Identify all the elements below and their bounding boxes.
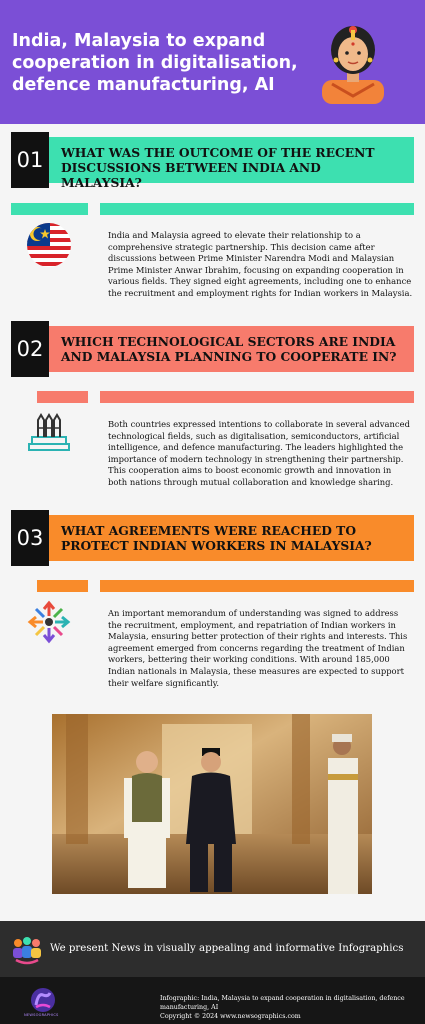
tech-towers-icon	[26, 410, 72, 456]
divider-stripe	[11, 203, 88, 215]
malaysia-flag-icon	[26, 222, 72, 268]
footer-copyright-bar	[0, 977, 425, 1024]
footer-caption-title: Infographic: India, Malaysia to expand cooperation in digitalisation, defence manufacturing, AI	[160, 995, 405, 1011]
section-question-02: WHICH TECHNOLOGICAL SECTORS ARE INDIA AND MALAYSIA PLANNING TO COOPERATE IN?	[37, 326, 414, 372]
section-number-02: 02	[11, 321, 49, 377]
section-number-03: 03	[11, 510, 49, 566]
footer-copyright: Copyright © 2024 www.newsographics.com	[160, 1013, 301, 1020]
section-answer-02: Both countries expressed intentions to collaborate in several advanced technological fields, such as digitalisation, semiconductors, artificial intelligence, and defence manufacturing. The leaders highlighted the importance of modern technology in strengthening their partnership. This cooperation aims to boost economic growth and innovation in both nations through mutual collaboration and knowledge sharing.	[108, 419, 410, 487]
footer-caption	[160, 994, 422, 1021]
newsographics-logo-icon	[28, 985, 58, 1015]
section-number-01: 01	[11, 132, 49, 188]
divider-stripe	[100, 391, 414, 403]
page-title: India, Malaysia to expand cooperation in digitalisation, defence manufacturing, AI	[12, 31, 298, 95]
woman-avatar-icon	[318, 20, 388, 104]
leaders-photo	[52, 714, 372, 894]
divider-stripe	[37, 391, 88, 403]
divider-stripe	[100, 203, 414, 215]
header-banner	[0, 0, 425, 124]
people-group-icon	[10, 933, 44, 967]
arrows-expand-icon	[26, 599, 72, 645]
section-answer-03: An important memorandum of understanding was signed to address the recruitment, employment, and repatriation of Indian workers in Malaysia, ensuring better protection of their rights and interests. This agreement emerged from concerns regarding the treatment of Indian workers, bettering their working conditions. With around 185,000 Indian nationals in Malaysia, these measures are expected to support their welfare significantly.	[108, 608, 408, 688]
logo-wordmark: NEWSOGRAPHICS	[24, 1013, 59, 1017]
section-answer-01: India and Malaysia agreed to elevate their relationship to a comprehensive strategic partnership. This decision came after discussions between Prime Minister Narendra Modi and Malaysian Prime Minister Anwar Ibrahim, focusing on expanding cooperation in various fields. They signed eight agreements, including one to enhance the recruitment and employment rights for Indian workers in Malaysia.	[108, 230, 413, 298]
divider-stripe	[37, 580, 88, 592]
section-question-03: WHAT AGREEMENTS WERE REACHED TO PROTECT INDIAN WORKERS IN MALAYSIA?	[37, 515, 414, 561]
footer-banner	[0, 921, 425, 977]
section-question-01: WHAT WAS THE OUTCOME OF THE RECENT DISCUSSIONS BETWEEN INDIA AND MALAYSIA?	[37, 137, 414, 183]
footer-tagline: We present News in visually appealing and informative Infographics	[50, 943, 404, 954]
divider-stripe	[100, 580, 414, 592]
